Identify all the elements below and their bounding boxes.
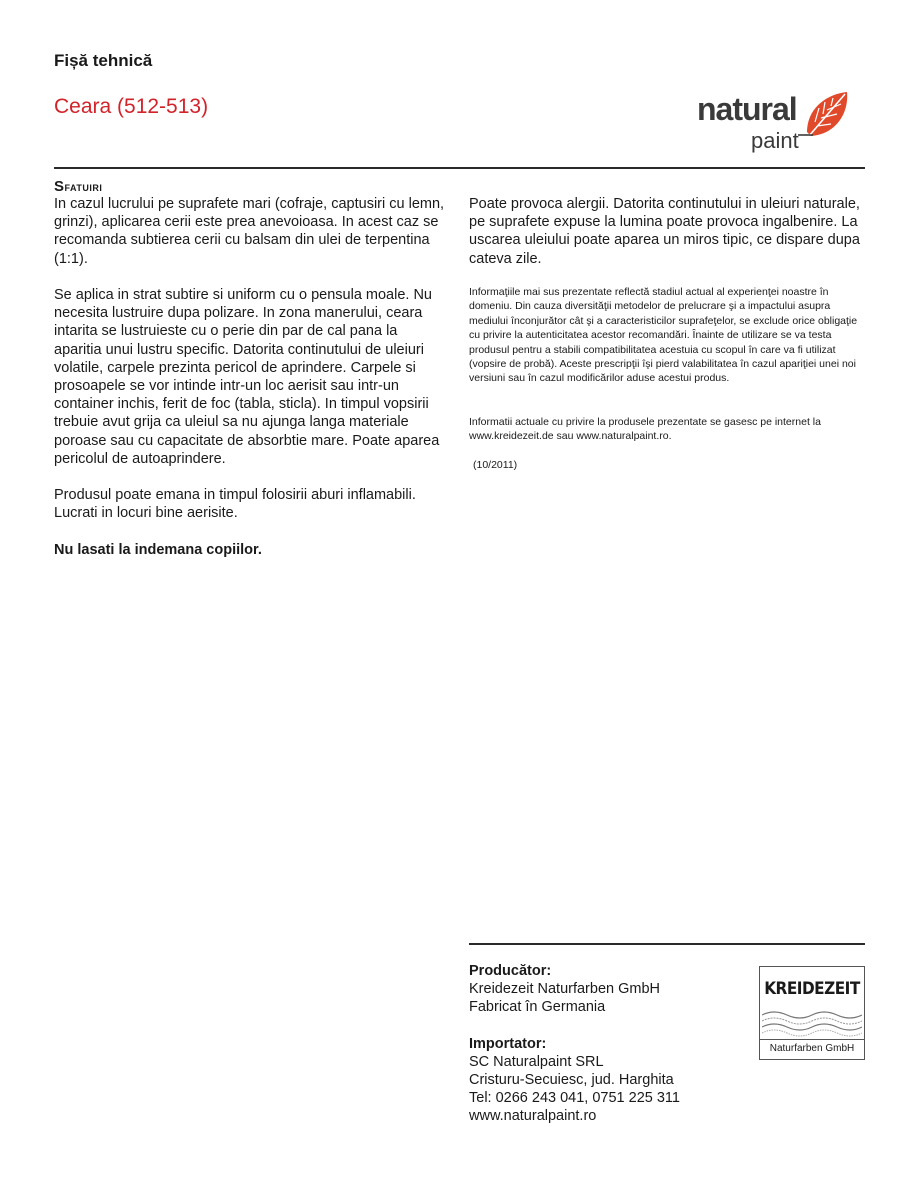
disclaimer-text: Informaţiile mai sus prezentate reflectă stadiul actual al experienţei noastre în domeniu. Din cauza diversităţii metodelor de prelucrare şi a impactului asupra mediului înconjurător cât şi a caracteristicilor suprafeţelor, se exclude orice obligaţie cu privire la autenticitatea acestor recomandări. Înainte de utilizare se va testa produsul pentru a stabili compatibilitatea acestuia cu scopul în care va fi utilizat (vopsire de probă). Aceste prescripţii îşi pierd valabilitatea în cazul apariţiei unei noi versiuni sau în cazul modificărilor aduse acestui produs. xyxy=(469,286,858,385)
allergy-paragraph: Poate provoca alergii. Datorita continutului in uleiuri naturale, pe suprafete expuse la lumina poate provoca ingalbenire. La uscarea uleiului poate aparea un miros tipic, ce dispare dupa cateva zile. xyxy=(469,196,860,267)
product-title: Ceara (512-513) xyxy=(54,95,209,118)
importer-label: Importator: xyxy=(469,1035,547,1052)
kreidezeit-logo xyxy=(759,966,865,1060)
section-title-sfaturi xyxy=(54,178,102,195)
left-column xyxy=(54,195,446,577)
kreidezeit-caption: Naturfarben GmbH xyxy=(760,1039,864,1059)
revision-date: (10/2011) xyxy=(473,459,518,471)
producer-name: Kreidezeit Naturfarben GmbH xyxy=(469,981,660,998)
bottom-divider xyxy=(469,943,865,945)
contact-block xyxy=(469,962,749,1126)
logo-word-paint: paint xyxy=(751,128,799,153)
leaf-icon xyxy=(798,92,847,136)
importer-address: Cristuru-Secuiesc, jud. Harghita xyxy=(469,1072,674,1089)
section-title-rest: fatuiri xyxy=(64,179,103,194)
importer-name: SC Naturalpaint SRL xyxy=(469,1053,604,1070)
internet-info-text: Informatii actuale cu privire la produsele prezentate se gasesc pe internet la www.kreidezeit.de sau www.naturalpaint.ro. xyxy=(469,416,821,443)
advice-paragraph-1: In cazul lucrului pe suprafete mari (cofraje, captusiri cu lemn, grinzi), aplicarea cerii este prea anevoioasa. In acest caz se recomanda subtierea cerii cu balsam din ulei de terpentina (1:1). xyxy=(54,196,445,267)
advice-paragraph-2: Se aplica in strat subtire si uniform cu o pensula moale. Nu necesita lustruire dupa polizare. In zona manerului, ceara intarita se lustruieste cu o perie din par de cal pana la aparitia unui lustru specific. Datorita continutului de uleiuri volatile, carpele prezinta pericol de aprindere. Carpele si prosoapele se vor intinde intr-un loc aerisit sau intr-un container inchis, ferit de foc (tabla, sticla). In timpul vopsirii trebuie avut grija ca uleiul sa nu ajunga langa materiale poroase sau cu capacitate de absorbtie mare. Poate aparea pericolul de autoaprindere. xyxy=(54,287,440,467)
importer-phone: Tel: 0266 243 041, 0751 225 311 xyxy=(469,1090,680,1107)
top-divider xyxy=(54,167,865,169)
naturalpaint-logo xyxy=(695,86,855,156)
logo-word-natural: natural xyxy=(697,91,797,127)
producer-label: Producător: xyxy=(469,963,552,979)
document-type-label: Fișă tehnică xyxy=(54,51,153,70)
importer-website: www.naturalpaint.ro xyxy=(469,1108,597,1125)
advice-paragraph-3: Produsul poate emana in timpul folosirii aburi inflamabili. Lucrati in locuri bine aerisite. xyxy=(54,487,416,522)
kreidezeit-wordmark: KREIDEZEIT xyxy=(764,979,860,999)
producer-origin: Fabricat în Germania xyxy=(469,999,606,1016)
waves-icon xyxy=(762,1007,862,1039)
section-title-initial: S xyxy=(54,178,65,195)
right-column xyxy=(469,195,861,286)
child-safety-warning: Nu lasati la indemana copiilor. xyxy=(54,541,262,558)
